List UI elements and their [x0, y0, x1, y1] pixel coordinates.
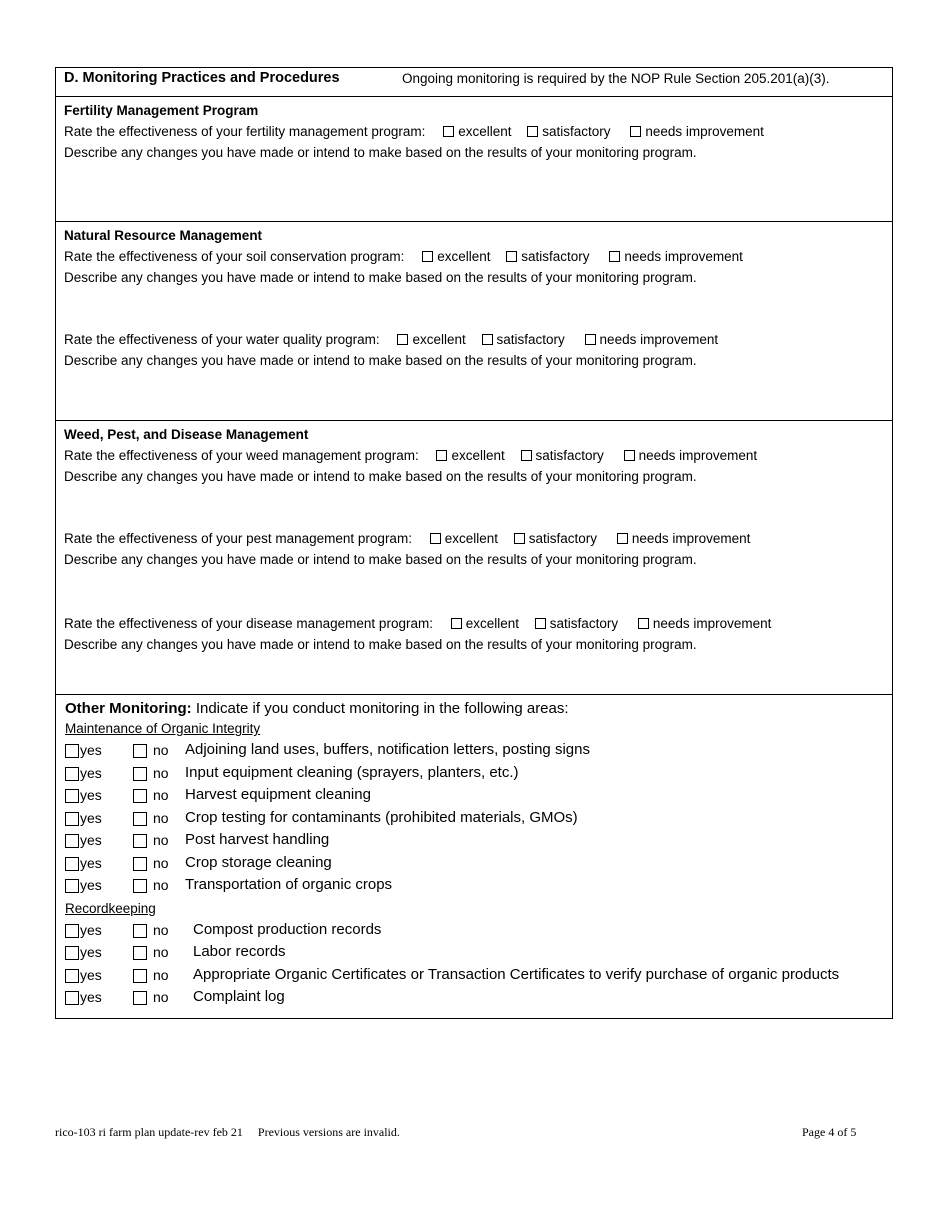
integrity-no-checkbox[interactable] [133, 834, 147, 848]
no-label: no [153, 742, 169, 758]
footer-revision: rico-103 ri farm plan update-rev feb 21 Previous versions are invalid. [55, 1125, 400, 1139]
yes-label: yes [80, 921, 102, 938]
no-label: no [153, 877, 169, 893]
no-label: no [153, 989, 169, 1005]
no-label: no [153, 966, 169, 983]
yes-label: yes [80, 989, 102, 1005]
integrity-yes-checkbox[interactable] [65, 834, 79, 848]
water-rating-row: Rate the effectiveness of your water quality program: excellent satisfactory needs improvement [64, 332, 719, 347]
item-description: Labor records [193, 943, 286, 960]
yes-label: yes [80, 832, 102, 848]
pest-satisfactory-checkbox[interactable] [514, 533, 525, 544]
integrity-heading: Maintenance of Organic Integrity [65, 721, 261, 736]
integrity-list [65, 739, 892, 897]
item-description: Compost production records [193, 920, 382, 938]
yes-label: yes [80, 742, 102, 758]
disease-describe: Describe any changes you have made or intend to make based on the results of your monitoring program. [64, 637, 697, 652]
integrity-no-checkbox[interactable] [133, 744, 147, 758]
pest-needs-improvement-checkbox[interactable] [617, 533, 628, 544]
weed-pest-disease-title: Weed, Pest, and Disease Management [64, 427, 309, 442]
fertility-rating-row: Rate the effectiveness of your fertility management program: excellent satisfactory needs improvement [64, 124, 764, 139]
weed-excellent-checkbox[interactable] [436, 450, 447, 461]
no-label: no [153, 921, 169, 938]
records-no-checkbox[interactable] [133, 991, 147, 1005]
no-label: no [153, 809, 169, 826]
recordkeeping-heading: Recordkeeping [65, 900, 156, 916]
item-description: Post harvest handling [185, 831, 330, 848]
disease-needs-improvement-checkbox[interactable] [638, 618, 649, 629]
soil-rating-row: Rate the effectiveness of your soil conservation program: excellent satisfactory needs improvement [64, 249, 743, 264]
monitoring-form [55, 67, 893, 1019]
no-label: no [153, 764, 169, 781]
integrity-yes-checkbox[interactable] [65, 744, 79, 758]
yes-label: yes [80, 809, 102, 826]
records-no-checkbox[interactable] [133, 924, 147, 938]
fertility-satisfactory-checkbox[interactable] [527, 126, 538, 137]
list-item [65, 852, 892, 875]
pest-describe: Describe any changes you have made or intend to make based on the results of your monitoring program. [64, 552, 697, 567]
list-item [65, 874, 892, 897]
natural-resource-title: Natural Resource Management [64, 228, 263, 243]
weed-pest-disease-section [56, 421, 892, 695]
list-item [65, 784, 892, 807]
pest-rating-row: Rate the effectiveness of your pest management program: excellent satisfactory needs improvement [64, 531, 751, 546]
item-description: Harvest equipment cleaning [185, 786, 371, 803]
fertility-section [56, 97, 892, 222]
list-item [65, 986, 892, 1009]
yes-label: yes [80, 966, 102, 983]
weed-needs-improvement-checkbox[interactable] [624, 450, 635, 461]
integrity-no-checkbox[interactable] [133, 879, 147, 893]
records-yes-checkbox[interactable] [65, 924, 79, 938]
records-yes-checkbox[interactable] [65, 946, 79, 960]
yes-label: yes [80, 854, 102, 871]
recordkeeping-list [65, 919, 892, 1009]
disease-satisfactory-checkbox[interactable] [535, 618, 546, 629]
water-satisfactory-checkbox[interactable] [482, 334, 493, 345]
soil-satisfactory-checkbox[interactable] [506, 251, 517, 262]
list-item [65, 964, 892, 987]
integrity-yes-checkbox[interactable] [65, 879, 79, 893]
weed-describe: Describe any changes you have made or intend to make based on the results of your monitoring program. [64, 469, 697, 484]
yes-label: yes [80, 944, 102, 960]
pest-excellent-checkbox[interactable] [430, 533, 441, 544]
item-description: Crop testing for contaminants (prohibited materials, GMOs) [185, 808, 578, 826]
integrity-no-checkbox[interactable] [133, 767, 147, 781]
water-describe: Describe any changes you have made or intend to make based on the results of your monitoring program. [64, 353, 697, 368]
section-note: Ongoing monitoring is required by the NOP Rule Section 205.201(a)(3). [402, 71, 830, 86]
integrity-yes-checkbox[interactable] [65, 857, 79, 871]
item-description: Complaint log [193, 988, 285, 1005]
other-monitoring-heading: Other Monitoring: Indicate if you conduct monitoring in the following areas: [65, 700, 569, 717]
list-item [65, 762, 892, 785]
fertility-describe: Describe any changes you have made or intend to make based on the results of your monitoring program. [64, 145, 697, 160]
list-item [65, 829, 892, 852]
footer-page-number: Page 4 of 5 [802, 1125, 857, 1139]
item-description: Transportation of organic crops [185, 876, 393, 893]
soil-describe: Describe any changes you have made or intend to make based on the results of your monitoring program. [64, 270, 697, 285]
water-needs-improvement-checkbox[interactable] [585, 334, 596, 345]
disease-excellent-checkbox[interactable] [451, 618, 462, 629]
fertility-needs-improvement-checkbox[interactable] [630, 126, 641, 137]
integrity-yes-checkbox[interactable] [65, 812, 79, 826]
integrity-no-checkbox[interactable] [133, 857, 147, 871]
disease-rating-row: Rate the effectiveness of your disease management program: excellent satisfactory needs improvement [64, 616, 772, 631]
records-yes-checkbox[interactable] [65, 969, 79, 983]
yes-label: yes [80, 877, 102, 893]
item-description: Appropriate Organic Certificates or Transaction Certificates to verify purchase of organic products [193, 965, 840, 983]
weed-satisfactory-checkbox[interactable] [521, 450, 532, 461]
records-yes-checkbox[interactable] [65, 991, 79, 1005]
list-item [65, 941, 892, 964]
integrity-yes-checkbox[interactable] [65, 767, 79, 781]
item-description: Input equipment cleaning (sprayers, planters, etc.) [185, 763, 519, 781]
no-label: no [153, 832, 169, 848]
list-item [65, 807, 892, 830]
section-title: D. Monitoring Practices and Procedures [64, 70, 340, 86]
natural-resource-section [56, 222, 892, 421]
soil-excellent-checkbox[interactable] [422, 251, 433, 262]
water-excellent-checkbox[interactable] [397, 334, 408, 345]
weed-rating-row: Rate the effectiveness of your weed management program: excellent satisfactory needs improvement [64, 448, 758, 463]
records-no-checkbox[interactable] [133, 969, 147, 983]
integrity-no-checkbox[interactable] [133, 812, 147, 826]
soil-needs-improvement-checkbox[interactable] [609, 251, 620, 262]
list-item [65, 919, 892, 942]
records-no-checkbox[interactable] [133, 946, 147, 960]
item-description: Crop storage cleaning [185, 853, 332, 871]
no-label: no [153, 787, 169, 803]
integrity-no-checkbox[interactable] [133, 789, 147, 803]
item-description: Adjoining land uses, buffers, notification letters, posting signs [185, 741, 590, 758]
other-monitoring-section [56, 695, 892, 1018]
integrity-yes-checkbox[interactable] [65, 789, 79, 803]
yes-label: yes [80, 764, 102, 781]
yes-label: yes [80, 787, 102, 803]
no-label: no [153, 944, 169, 960]
section-header [56, 68, 892, 97]
fertility-title: Fertility Management Program [64, 103, 259, 118]
list-item [65, 739, 892, 762]
no-label: no [153, 854, 169, 871]
fertility-excellent-checkbox[interactable] [443, 126, 454, 137]
